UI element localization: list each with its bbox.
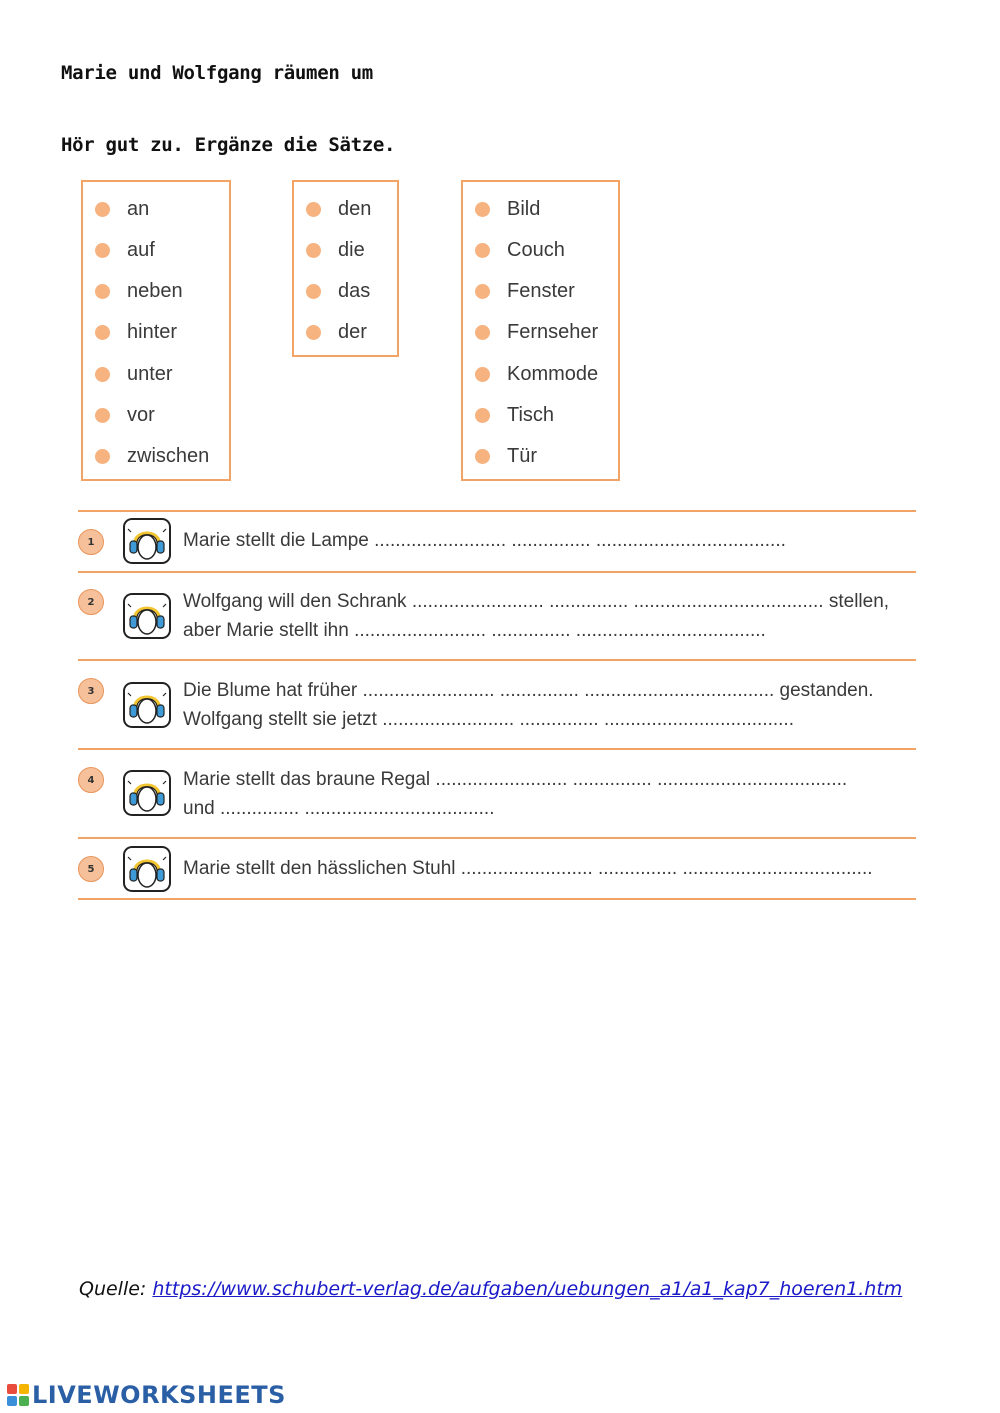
- word-label: auf: [127, 238, 155, 261]
- bullet-dot: [95, 284, 110, 299]
- noun-box: [461, 180, 620, 481]
- word-label: den: [338, 197, 372, 220]
- word-label: Kommode: [507, 362, 599, 385]
- word-label: hinter: [127, 320, 178, 343]
- exercise-sentence-line: Wolfgang will den Schrank ......................... ............... .................................... stellen,: [183, 591, 890, 612]
- separator: [78, 898, 916, 900]
- word-item: [83, 237, 155, 263]
- exercise-sentence-line: aber Marie stellt ihn ......................... ............... ....................................: [183, 620, 766, 641]
- word-item: [294, 319, 367, 345]
- exercise-sentence-line: Wolfgang stellt sie jetzt ......................... ............... ....................................: [183, 709, 794, 730]
- word-item: [83, 278, 183, 304]
- exercise-sentence-line: Marie stellt die Lampe ......................... ............... ....................................: [183, 530, 786, 551]
- word-item: [83, 402, 155, 428]
- bullet-dot: [95, 202, 110, 217]
- word-item: [294, 278, 370, 304]
- bullet-dot: [306, 284, 321, 299]
- word-item: [463, 319, 598, 345]
- bullet-dot: [475, 202, 490, 217]
- word-item: [83, 196, 149, 222]
- word-item: [463, 237, 565, 263]
- word-label: die: [338, 238, 365, 261]
- bullet-dot: [475, 367, 490, 382]
- separator: [78, 837, 916, 839]
- bullet-dot: [475, 243, 490, 258]
- separator: [78, 571, 916, 573]
- word-item: [463, 402, 554, 428]
- word-label: Tisch: [507, 403, 555, 426]
- exercise-number-badge: 3: [78, 678, 104, 704]
- worksheet-title: Marie und Wolfgang räumen um: [61, 62, 373, 84]
- headphones-icon[interactable]: [122, 845, 172, 893]
- source-label: Quelle:: [79, 1278, 147, 1300]
- source-link[interactable]: https://www.schubert-verlag.de/aufgaben/uebungen_a1/a1_kap7_hoeren1.htm: [152, 1278, 903, 1300]
- word-label: der: [338, 320, 367, 343]
- word-item: [83, 443, 209, 469]
- bullet-dot: [306, 202, 321, 217]
- bullet-dot: [475, 449, 490, 464]
- word-label: Tür: [507, 444, 537, 467]
- word-item: [83, 319, 177, 345]
- word-label: zwischen: [127, 444, 210, 467]
- word-label: unter: [127, 362, 173, 385]
- headphones-icon[interactable]: [122, 517, 172, 565]
- word-item: [463, 361, 598, 387]
- exercise-sentence-line: Die Blume hat früher ......................... ............... .................................... gestanden.: [183, 680, 874, 701]
- article-box: [292, 180, 399, 357]
- exercise-sentence-line: Marie stellt das braune Regal ......................... ............... ....................................: [183, 769, 848, 790]
- word-item: [463, 196, 540, 222]
- headphones-icon[interactable]: [122, 769, 172, 817]
- word-item: [294, 237, 365, 263]
- liveworksheets-logo-icon: [7, 1384, 29, 1406]
- word-label: an: [127, 197, 150, 220]
- headphones-icon[interactable]: [122, 681, 172, 729]
- word-label: neben: [127, 279, 183, 302]
- word-item: [463, 443, 537, 469]
- word-item: [294, 196, 371, 222]
- separator: [78, 659, 916, 661]
- exercise-number-badge: 2: [78, 589, 104, 615]
- word-label: Fenster: [507, 279, 575, 302]
- word-label: Bild: [507, 197, 541, 220]
- bullet-dot: [95, 243, 110, 258]
- exercise-number-badge: 5: [78, 856, 104, 882]
- bullet-dot: [95, 449, 110, 464]
- word-label: Fernseher: [507, 320, 599, 343]
- bullet-dot: [95, 367, 110, 382]
- bullet-dot: [95, 408, 110, 423]
- exercise-number-badge: 4: [78, 767, 104, 793]
- bullet-dot: [475, 284, 490, 299]
- word-item: [83, 361, 173, 387]
- liveworksheets-logo[interactable]: [7, 1380, 286, 1410]
- bullet-dot: [306, 243, 321, 258]
- exercise-sentence-line: und ............... ....................................: [183, 798, 495, 819]
- bullet-dot: [475, 325, 490, 340]
- instruction: Hör gut zu. Ergänze die Sätze.: [61, 134, 396, 156]
- headphones-icon[interactable]: [122, 592, 172, 640]
- word-label: Couch: [507, 238, 565, 261]
- preposition-box: [81, 180, 231, 481]
- word-label: das: [338, 279, 371, 302]
- exercise-number-badge: 1: [78, 529, 104, 555]
- bullet-dot: [95, 325, 110, 340]
- separator: [78, 748, 916, 750]
- word-label: vor: [127, 403, 155, 426]
- separator: [78, 510, 916, 512]
- bullet-dot: [306, 325, 321, 340]
- logo-text: LIVEWORKSHEETS: [32, 1381, 286, 1409]
- source-citation: [79, 1278, 902, 1300]
- exercise-sentence-line: Marie stellt den hässlichen Stuhl ......................... ............... ....................................: [183, 858, 873, 879]
- word-item: [463, 278, 575, 304]
- bullet-dot: [475, 408, 490, 423]
